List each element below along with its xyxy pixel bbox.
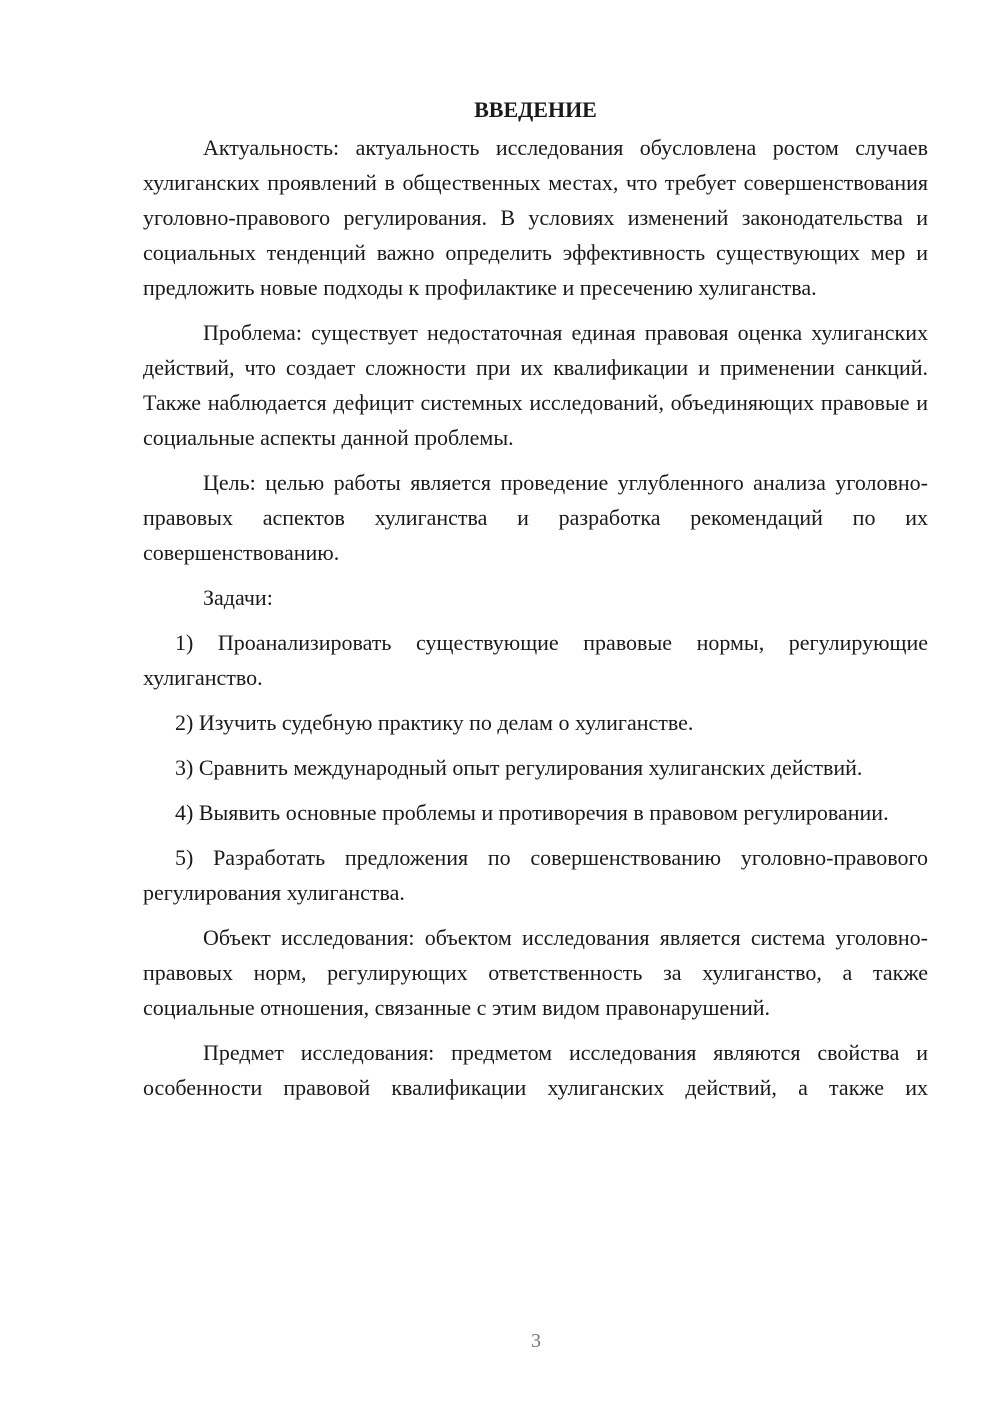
paragraph-relevance: Актуальность: актуальность исследования обусловлена ростом случаев хулиганских проявлений в общественных местах, что требует совершенствования уголовно-правового регулирования. В условиях изменений законодательства и социальных тенденций важно определить эффективность существующих мер и предложить новые подходы к профилактике и пресечению хулиганства. [143, 135, 928, 300]
section-title: ВВЕДЕНИЕ [474, 97, 597, 122]
task-item-3: 3) Сравнить международный опыт регулирования хулиганских действий. [175, 755, 863, 780]
task-item-5: 5) Разработать предложения по совершенствованию уголовно-правового регулирования хулиганства. [143, 845, 928, 905]
paragraph-object: Объект исследования: объектом исследования является система уголовно-правовых норм, регулирующих ответственность за хулиганство, а также социальные отношения, связанные с этим видом правонарушений. [143, 925, 928, 1020]
task-item-1: 1) Проанализировать существующие правовые нормы, регулирующие хулиганство. [143, 630, 928, 690]
task-item-2: 2) Изучить судебную практику по делам о хулиганстве. [175, 710, 694, 735]
page-number: 3 [531, 1330, 541, 1352]
task-item-4: 4) Выявить основные проблемы и противоречия в правовом регулировании. [175, 800, 889, 825]
paragraph-tasks-heading: Задачи: [203, 585, 273, 610]
paragraph-problem: Проблема: существует недостаточная единая правовая оценка хулиганских действий, что создает сложности при их квалификации и применении санкций. Также наблюдается дефицит системных исследований, объединяющих правовые и социальные аспекты данной проблемы. [143, 320, 928, 450]
page-body [143, 92, 928, 1115]
paragraph-subject: Предмет исследования: предметом исследования являются свойства и особенности правовой квалификации хулиганских действий, а также их [143, 1040, 928, 1100]
paragraph-goal: Цель: целью работы является проведение углубленного анализа уголовно-правовых аспектов хулиганства и разработка рекомендаций по их совершенствованию. [143, 470, 928, 565]
